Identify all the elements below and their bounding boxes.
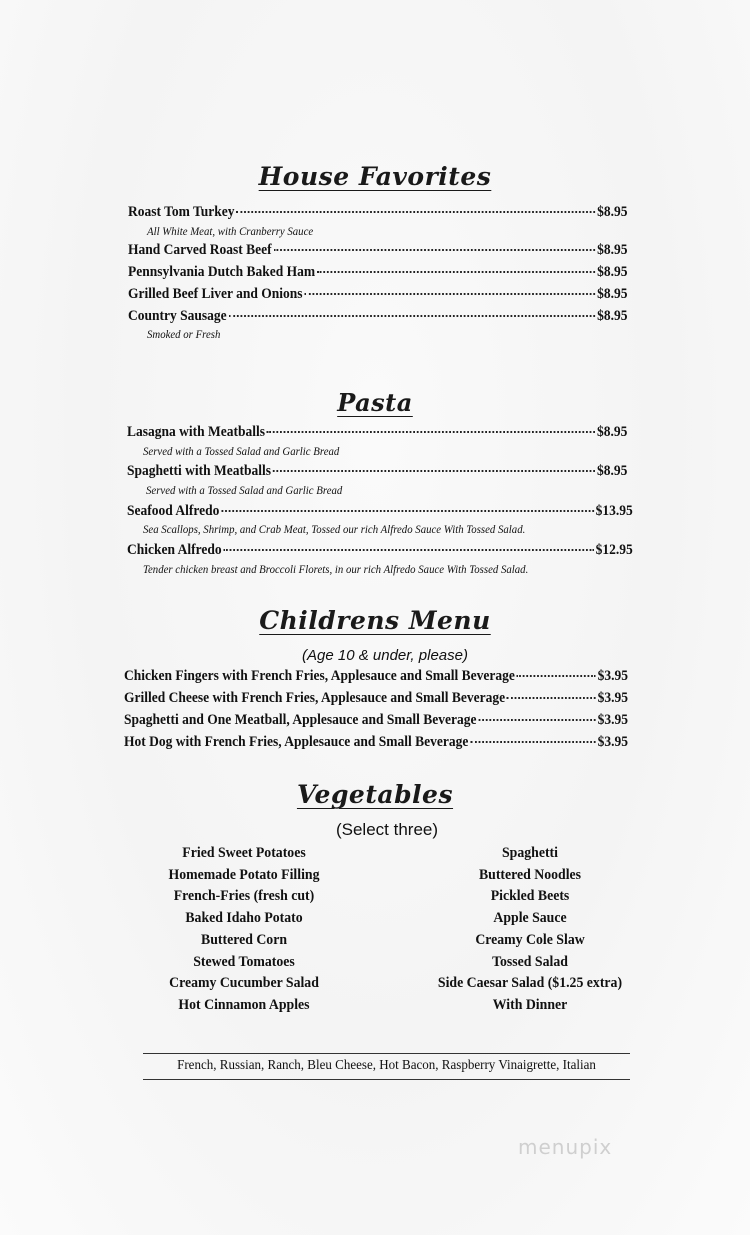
leader-dots (273, 470, 595, 472)
menu-item (124, 733, 628, 751)
item-price: $8.95 (597, 204, 628, 220)
item-note: Served with a Tossed Salad and Garlic Bread (146, 483, 343, 497)
item-name: Seafood Alfredo (127, 503, 220, 519)
item-price: $3.95 (597, 712, 628, 728)
item-note: Sea Scallops, Shrimp, and Crab Meat, Tossed our rich Alfredo Sauce With Tossed Salad. (143, 522, 526, 536)
vegetable-item: Buttered Noodles (478, 866, 582, 883)
vegetable-item: With Dinner (492, 996, 568, 1013)
menu-item (128, 285, 628, 303)
item-note: Served with a Tossed Salad and Garlic Bread (143, 444, 340, 458)
menu-item (127, 502, 633, 520)
leader-dots (221, 510, 594, 512)
item-price: $8.95 (597, 264, 628, 280)
vegetable-item: Hot Cinnamon Apples (178, 996, 310, 1013)
leader-dots (517, 675, 596, 677)
vegetable-item: Creamy Cucumber Salad (169, 975, 319, 992)
childrens-menu-subtitle: (Age 10 & under, please) (302, 647, 468, 664)
menu-item (127, 541, 633, 559)
item-name: Grilled Beef Liver and Onions (128, 286, 303, 302)
item-name: Pennsylvania Dutch Baked Ham (128, 264, 316, 280)
item-name: Spaghetti and One Meatball, Applesauce and Small Beverage (124, 712, 477, 728)
vegetable-item: Stewed Tomatoes (193, 953, 295, 970)
vegetable-item: Creamy Cole Slaw (475, 931, 585, 948)
vegetable-item: Apple Sauce (493, 910, 567, 927)
item-note: Tender chicken breast and Broccoli Florets, in our rich Alfredo Sauce With Tossed Salad. (143, 562, 529, 576)
vegetable-item: Homemade Potato Filling (168, 866, 320, 883)
item-name: Roast Tom Turkey (128, 204, 235, 220)
item-price: $13.95 (595, 503, 633, 519)
item-name: Lasagna with Meatballs (127, 424, 266, 440)
vegetable-item: Side Caesar Salad ($1.25 extra) (437, 975, 623, 992)
menu-item (128, 307, 628, 325)
leader-dots (267, 431, 595, 433)
vegetable-item: Spaghetti (502, 845, 558, 861)
item-name: Chicken Alfredo (127, 542, 222, 558)
item-price: $8.95 (597, 463, 628, 479)
heading-house-favorites: House Favorites (258, 162, 492, 191)
item-price: $8.95 (597, 424, 628, 440)
leader-dots (223, 549, 593, 551)
item-price: $8.95 (597, 242, 628, 258)
leader-dots (470, 741, 596, 743)
item-price: $3.95 (597, 690, 628, 706)
vegetables-right-column (420, 843, 641, 1017)
vegetable-item: Buttered Corn (201, 931, 287, 948)
item-price: $8.95 (597, 286, 628, 302)
item-name: Spaghetti with Meatballs (127, 463, 272, 479)
leader-dots (317, 271, 595, 273)
menu-item (127, 462, 627, 480)
item-price: $8.95 (597, 308, 628, 324)
menu-item (124, 667, 628, 685)
leader-dots (304, 293, 595, 295)
heading-vegetables: Vegetables (296, 780, 454, 809)
watermark: menupix (518, 1135, 613, 1159)
heading-childrens-menu: Childrens Menu (259, 606, 491, 635)
menu-item (127, 423, 627, 441)
vegetable-item: Tossed Salad (492, 953, 568, 970)
item-price: $3.95 (597, 734, 628, 750)
menu-item (128, 241, 628, 259)
dressing-list: French, Russian, Ranch, Bleu Cheese, Hot Bacon, Raspberry Vinaigrette, Italian (177, 1058, 596, 1073)
vegetables-left-column (134, 843, 355, 1017)
vegetable-item: Pickled Beets (490, 888, 570, 905)
vegetable-item: Fried Sweet Potatoes (182, 845, 306, 861)
leader-dots (236, 211, 595, 213)
leader-dots (507, 697, 596, 699)
menu-item (124, 689, 628, 707)
menu-item (128, 203, 628, 221)
item-price: $12.95 (595, 542, 633, 558)
leader-dots (478, 719, 596, 721)
vegetable-item: Baked Idaho Potato (185, 910, 303, 927)
heading-pasta: Pasta (337, 388, 413, 417)
menu-item (128, 263, 628, 281)
vegetables-subtitle: (Select three) (335, 820, 439, 839)
dressing-box (143, 1053, 630, 1080)
vegetable-item: French-Fries (fresh cut) (173, 888, 315, 905)
leader-dots (228, 315, 595, 317)
menu-item (124, 711, 628, 729)
item-name: Chicken Fingers with French Fries, Applesauce and Small Beverage (124, 668, 515, 684)
item-name: Grilled Cheese with French Fries, Applesauce and Small Beverage (124, 690, 506, 706)
item-price: $3.95 (597, 668, 628, 684)
item-note: Smoked or Fresh (147, 327, 221, 341)
item-name: Hot Dog with French Fries, Applesauce and Small Beverage (124, 734, 469, 750)
item-name: Country Sausage (128, 308, 227, 324)
item-note: All White Meat, with Cranberry Sauce (147, 224, 314, 238)
leader-dots (273, 249, 595, 251)
item-name: Hand Carved Roast Beef (128, 242, 272, 258)
